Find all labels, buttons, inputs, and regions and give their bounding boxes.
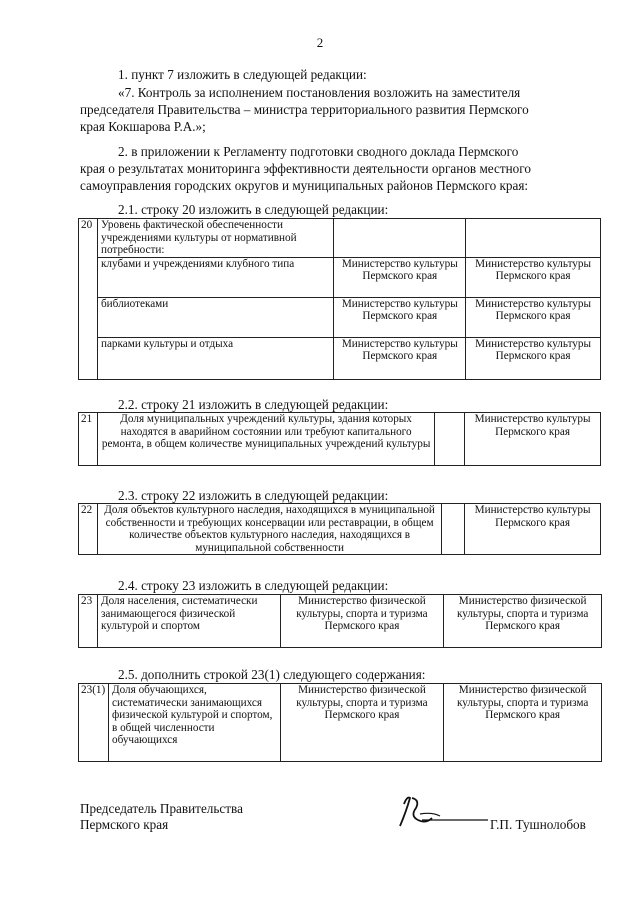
table-row-20 bbox=[78, 218, 601, 380]
item-1-text: 1. пункт 7 изложить в следующей редакции: bbox=[118, 67, 367, 82]
signer-title bbox=[80, 801, 243, 833]
indicator-subrow-label: библиотеками bbox=[97, 297, 333, 337]
row-number: 23 bbox=[79, 595, 98, 648]
section-heading-2-2: 2.2. строку 21 изложить в следующей редакции: bbox=[118, 397, 389, 412]
row-number: 23(1) bbox=[79, 684, 109, 762]
empty-cell bbox=[466, 219, 601, 258]
section-heading-2-1: 2.1. строку 20 изложить в следующей редакции: bbox=[118, 202, 389, 217]
signer-title-line: Председатель Правительства bbox=[80, 801, 243, 816]
indicator-title: Уровень фактической обеспеченности учреждениями культуры от нормативной потребности: bbox=[97, 219, 333, 258]
responsible-ministry: Министерство физической культуры, спорта и туризма Пермского края bbox=[280, 595, 444, 648]
table-row-23-1 bbox=[78, 683, 602, 762]
row-number: 22 bbox=[79, 504, 98, 555]
indicator-text: Доля населения, систематически занимающегося физической культурой и спортом bbox=[97, 595, 280, 648]
page-number: 2 bbox=[316, 35, 324, 50]
responsible-ministry: Министерство культуры Пермского края bbox=[466, 257, 601, 297]
responsible-ministry: Министерство культуры Пермского края bbox=[334, 257, 466, 297]
item-2-paragraph bbox=[80, 143, 600, 194]
quote-line: председателя Правительства – министра территориального развития Пермского bbox=[80, 102, 529, 117]
responsible-ministry: Министерство физической культуры, спорта и туризма Пермского края bbox=[280, 684, 444, 762]
indicator-text: Доля муниципальных учреждений культуры, здания которых находятся в аварийном состоянии или требуют капитального ремонта, в общем количестве муниципальных учреждений культуры bbox=[97, 413, 434, 466]
signer-name: Г.П. Тушнолобов bbox=[490, 817, 586, 832]
responsible-ministry: Министерство культуры Пермского края bbox=[466, 297, 601, 337]
responsible-ministry: Министерство культуры Пермского края bbox=[465, 504, 601, 555]
row-number: 21 bbox=[79, 413, 98, 466]
table-row-22 bbox=[78, 503, 601, 555]
quote-line: края Кокшарова Р.А.»; bbox=[80, 119, 206, 134]
section-heading-2-5: 2.5. дополнить строкой 23(1) следующего содержания: bbox=[118, 667, 426, 682]
indicator-subrow-label: парками культуры и отдыха bbox=[97, 337, 333, 379]
indicator-subrow-label: клубами и учреждениями клубного типа bbox=[97, 257, 333, 297]
responsible-ministry: Министерство физической культуры, спорта и туризма Пермского края bbox=[444, 595, 602, 648]
responsible-ministry: Министерство культуры Пермского края bbox=[465, 413, 601, 466]
signer-title-line: Пермского края bbox=[80, 817, 169, 832]
table-row-23 bbox=[78, 594, 602, 648]
empty-cell bbox=[435, 413, 465, 466]
responsible-ministry: Министерство культуры Пермского края bbox=[334, 337, 466, 379]
empty-cell bbox=[442, 504, 465, 555]
indicator-text: Доля объектов культурного наследия, находящихся в муниципальной собственности и требующих консервации или реставрации, в общем количестве объектов культурного наследия, находящихся в муниципальной собственности bbox=[97, 504, 441, 555]
handwritten-signature bbox=[392, 792, 492, 832]
responsible-ministry: Министерство культуры Пермского края bbox=[466, 337, 601, 379]
responsible-ministry: Министерство физической культуры, спорта и туризма Пермского края bbox=[444, 684, 602, 762]
row-number: 20 bbox=[79, 219, 98, 380]
item-2-line: 2. в приложении к Регламенту подготовки сводного доклада Пермского bbox=[118, 144, 519, 159]
item-2-line: края о результатах мониторинга эффективности деятельности органов местного bbox=[80, 161, 531, 176]
table-row-21 bbox=[78, 412, 601, 466]
quote-line: «7. Контроль за исполнением постановления возложить на заместителя bbox=[118, 85, 521, 100]
section-heading-2-3: 2.3. строку 22 изложить в следующей редакции: bbox=[118, 488, 389, 503]
responsible-ministry: Министерство культуры Пермского края bbox=[334, 297, 466, 337]
indicator-text: Доля обучающихся, систематически занимающихся физической культурой и спортом, в общей численности обучающихся bbox=[108, 684, 280, 762]
empty-cell bbox=[334, 219, 466, 258]
quote-paragraph bbox=[80, 84, 600, 135]
item-2-line: самоуправления городских округов и муниципальных районов Пермского края: bbox=[80, 178, 529, 193]
section-heading-2-4: 2.4. строку 23 изложить в следующей редакции: bbox=[118, 578, 389, 593]
